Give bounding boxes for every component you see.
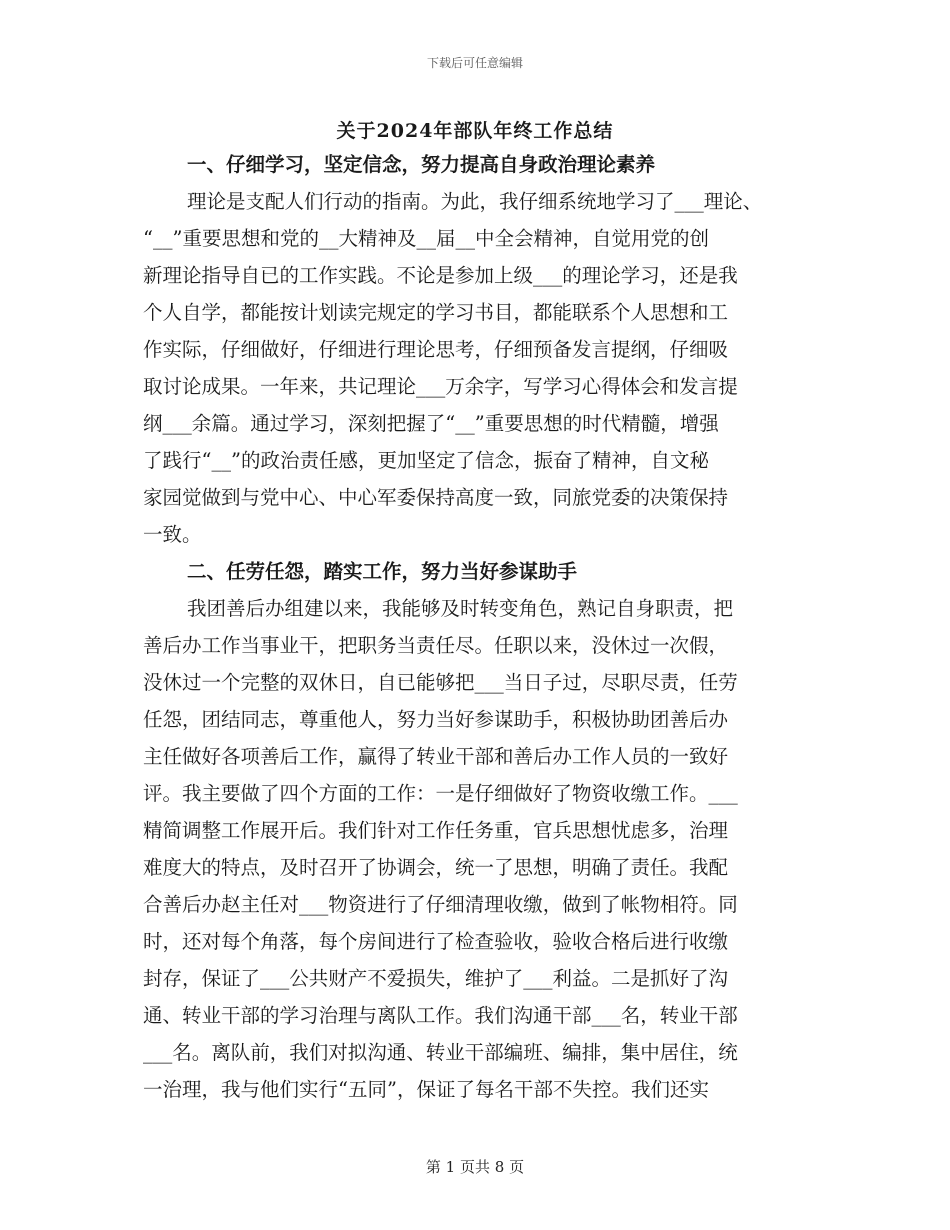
section-heading: 二、任劳任怨，踏实工作，努力当好参谋助手 — [187, 560, 578, 583]
paragraph-line: 理论是支配人们行动的指南。为此，我仔细系统地学习了___理论、 — [187, 190, 763, 213]
paragraph-line: 个人自学，都能按计划读完规定的学习书目，都能联系个人思想和工 — [143, 301, 729, 324]
paragraph-line: 评。我主要做了四个方面的工作：一是仔细做好了物资收缴工作。___ — [143, 782, 738, 805]
document-body — [143, 146, 808, 1108]
paragraph-line: 家园觉做到与党中心、中心军委保持高度一致，同旅党委的决策保持 — [143, 486, 729, 509]
paragraph-line: 一致。 — [143, 523, 202, 546]
section-heading: 一、仔细学习，坚定信念，努力提高自身政治理论素养 — [187, 153, 656, 176]
page-header-note: 下载后可任意编辑 — [426, 56, 523, 70]
paragraph-line: 没休过一个完整的双休日，自已能够把___当日子过，尽职尽责，任劳 — [143, 671, 738, 694]
paragraph-line: 难度大的特点，及时召开了协调会，统一了思想，明确了责任。我配 — [143, 856, 729, 879]
paragraph-line: 任怨，团结同志，尊重他人，努力当好参谋助手，积极协助团善后办 — [143, 708, 729, 731]
document-title: 关于2024年部队年终工作总结 — [336, 120, 614, 142]
paragraph-line: 了践行“__”的政治责任感，更加坚定了信念，振奋了精神，自文秘 — [143, 449, 709, 472]
paragraph-line: 我团善后办组建以来，我能够及时转变角色，熟记自身职责，把 — [187, 597, 734, 620]
paragraph-line: 纲___余篇。通过学习，深刻把握了“__”重要思想的时代精髓，增强 — [143, 412, 719, 435]
paragraph-line: 合善后办赵主任对___物资进行了仔细清理收缴，做到了帐物相符。同 — [143, 893, 738, 916]
paragraph-line: 新理论指导自已的工作实践。不论是参加上级___的理论学习，还是我 — [143, 264, 738, 287]
paragraph-line: 一治理，我与他们实行“五同”，保证了每名干部不失控。我们还实 — [143, 1078, 709, 1101]
paragraph-line: 通、转业干部的学习治理与离队工作。我们沟通干部___名，转业干部 — [143, 1004, 738, 1027]
paragraph-line: 主任做好各项善后工作，赢得了转业干部和善后办工作人员的一致好 — [143, 745, 729, 768]
paragraph-line: 作实际，仔细做好，仔细进行理论思考，仔细预备发言提纲，仔细吸 — [143, 338, 729, 361]
paragraph-line: ___名。离队前，我们对拟沟通、转业干部编班、编排，集中居住，统 — [143, 1041, 738, 1064]
paragraph-line: 取讨论成果。一年来，共记理论___万余字，写学习心得体会和发言提 — [143, 375, 738, 398]
paragraph-line: 时，还对每个角落，每个房间进行了检查验收，验收合格后进行收缴 — [143, 930, 729, 953]
paragraph-line: 善后办工作当事业干，把职务当责任尽。任职以来，没休过一次假， — [143, 634, 729, 657]
paragraph-line: “__”重要思想和党的__大精神及__届__中全会精神，自觉用党的创 — [143, 227, 709, 250]
paragraph-line: 精简调整工作展开后。我们针对工作任务重，官兵思想忧虑多，治理 — [143, 819, 729, 842]
page-number: 第 1 页共 8 页 — [425, 1158, 525, 1176]
paragraph-line: 封存，保证了___公共财产不爱损失，维护了___利益。二是抓好了沟 — [143, 967, 729, 990]
